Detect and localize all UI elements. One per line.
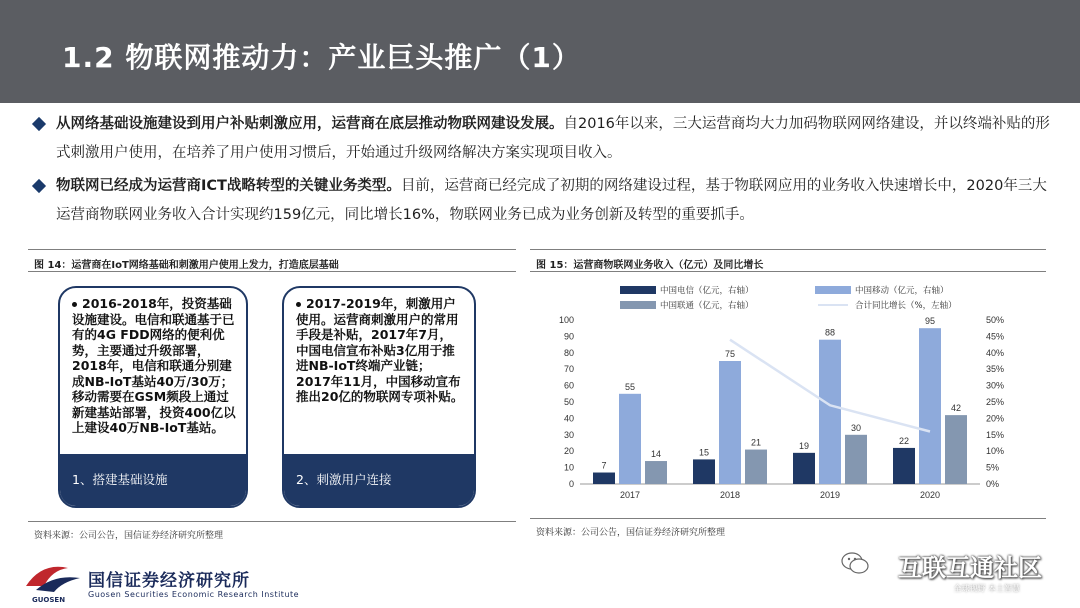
logo-english-name: Guosen Securities Economic Research Institute (88, 590, 300, 599)
fig15-source: 资料来源：公司公告，国信证券经济研究所整理 (536, 528, 726, 538)
y2-tick-label: 30% (986, 380, 1005, 391)
bullet-2 (34, 172, 1054, 230)
bar-data-label: 95 (924, 316, 936, 327)
bar-data-label: 88 (824, 327, 836, 338)
y2-tick-label: 5% (986, 462, 1000, 473)
y2-tick-label: 10% (986, 446, 1005, 457)
fig14-top-rule (28, 249, 516, 250)
y-tick-label: 80 (563, 347, 574, 358)
watermark-text: 互联互通社区 (898, 554, 1042, 582)
y-tick-label: 70 (563, 364, 574, 375)
bar (619, 394, 641, 484)
bar (793, 453, 815, 484)
bar-data-label: 55 (624, 381, 636, 392)
fig15-top-rule (530, 249, 1046, 250)
legend-swatch-unicom (620, 301, 656, 309)
x-tick-label: 2020 (919, 490, 941, 500)
y-tick-label: 90 (563, 331, 574, 342)
card-subsidy (282, 286, 476, 508)
y2-tick-label: 25% (986, 397, 1005, 407)
y2-tick-label: 35% (986, 364, 1005, 375)
page-title: 1.2 物联网推动力：产业巨头推广（1） (62, 41, 581, 74)
bar (845, 435, 867, 484)
title-bar (0, 0, 1080, 103)
x-tick-label: 2018 (719, 490, 741, 500)
chart-legend (590, 284, 1010, 314)
bar-data-label: 19 (798, 440, 810, 451)
card-footer: 2、刺激用户连接 (284, 454, 474, 506)
revenue-chart (540, 312, 1020, 502)
card-footer: 1、搭建基础设施 (60, 454, 246, 506)
bar-data-label: 42 (950, 403, 962, 414)
card-body: 2016-2018年，投资基础设施建设。电信和联通基于已有的4G FDD网络的便利优势，主要通过升级部署，2018年，电信和联通分别建成NB-IoT基站40万/30万；移动需要在GSM频段上通过新建基站部署，投资400亿以上建设40万NB-IoT基站。 (72, 296, 236, 435)
card-infrastructure (58, 286, 248, 508)
y2-tick-label: 15% (986, 429, 1005, 440)
y-tick-label: 20 (563, 446, 574, 457)
bullet-dot-icon (296, 302, 301, 307)
legend-swatch-mobile (815, 286, 851, 294)
bullet-body: 目前，运营商已经完成了初期的网络建设过程，基于物联网应用的业务收入快速增长中，2020年三大运营商物联网业务收入合计实现约159亿元，同比增长16%，物联网业务已成为业务创新及转型的重要抓手。 (56, 178, 1047, 223)
bar (693, 459, 715, 484)
bullet-body: 自2016年以来，三大运营商均大力加码物联网网络建设，并以终端补贴的形式刺激用户使用，在培养了用户使用习惯后，开始通过升级网络解决方案实现项目收入。 (56, 116, 1050, 161)
y-tick-label: 60 (563, 380, 574, 391)
bar-data-label: 30 (850, 422, 862, 433)
logo-brand: GUOSEN (32, 596, 66, 604)
fig15-bottom-rule (530, 518, 1046, 519)
y-tick-label: 30 (563, 429, 574, 440)
bar-data-label: 7 (601, 460, 607, 471)
bar-data-label: 14 (650, 449, 662, 460)
legend-line-growth (818, 304, 848, 306)
card-body: 2017-2019年，刺激用户使用。运营商刺激用户的常用手段是补贴，2017年7月，中国电信宣布补贴3亿用于推进NB-IoT终端产业链；2017年11月，中国移动宣布推出20亿的物联网专项补贴。 (296, 296, 464, 404)
y-tick-label: 100 (558, 315, 574, 325)
logo-emblem-icon (22, 560, 86, 600)
fig14-caption: 图 14：运营商在IoT网络基础和刺激用户使用上发力，打造底层基础 (34, 260, 339, 271)
bar-data-label: 75 (724, 349, 736, 359)
bar (593, 473, 615, 484)
y2-tick-label: 40% (986, 347, 1005, 358)
bar (893, 448, 915, 484)
x-tick-label: 2019 (819, 490, 841, 500)
legend-label-unicom: 中国联通（亿元，右轴） (660, 301, 754, 311)
y-tick-label: 50 (563, 397, 574, 407)
bar-data-label: 22 (898, 435, 910, 446)
bar (745, 450, 767, 484)
company-logo (22, 560, 300, 606)
legend-label-telecom: 中国电信（亿元，右轴） (660, 286, 754, 296)
fig15-caption: 图 15：运营商物联网业务收入（亿元）及同比增长 (536, 260, 764, 271)
bar-data-label: 15 (698, 447, 710, 458)
legend-swatch-telecom (620, 286, 656, 294)
y2-tick-label: 50% (986, 315, 1005, 325)
fig14-source: 资料来源：公司公告，国信证券经济研究所整理 (34, 531, 224, 541)
fig15-caption-rule (530, 271, 1046, 272)
wechat-icon (840, 550, 870, 576)
legend-label-mobile: 中国移动（亿元，右轴） (855, 286, 949, 296)
y2-tick-label: 0% (986, 479, 1000, 489)
watermark-subtext: 全球视野 本土智慧 (953, 584, 1020, 593)
bullet-1 (34, 110, 1054, 168)
bar (645, 461, 667, 484)
bar (919, 328, 941, 484)
logo-chinese-name: 国信证券经济研究所 (88, 571, 250, 591)
x-tick-label: 2017 (619, 490, 641, 500)
bar-data-label: 21 (750, 437, 762, 448)
y-tick-label: 10 (563, 462, 574, 473)
bullet-lead: 物联网已经成为运营商ICT战略转型的关键业务类型。 (56, 178, 401, 194)
fig14-caption-rule (28, 271, 516, 272)
y2-tick-label: 45% (986, 331, 1005, 342)
bar (719, 361, 741, 484)
y-tick-label: 40 (563, 413, 574, 424)
bullet-lead: 从网络基础设施建设到用户补贴刺激应用，运营商在底层推动物联网建设发展。 (56, 116, 564, 132)
bar (819, 340, 841, 484)
bullet-dot-icon (72, 302, 77, 307)
fig14-bottom-rule (28, 521, 516, 522)
bar (945, 415, 967, 484)
y-tick-label: 0 (568, 479, 574, 489)
y2-tick-label: 20% (986, 413, 1005, 424)
legend-label-growth: 合计同比增长（%，左轴） (855, 301, 957, 311)
